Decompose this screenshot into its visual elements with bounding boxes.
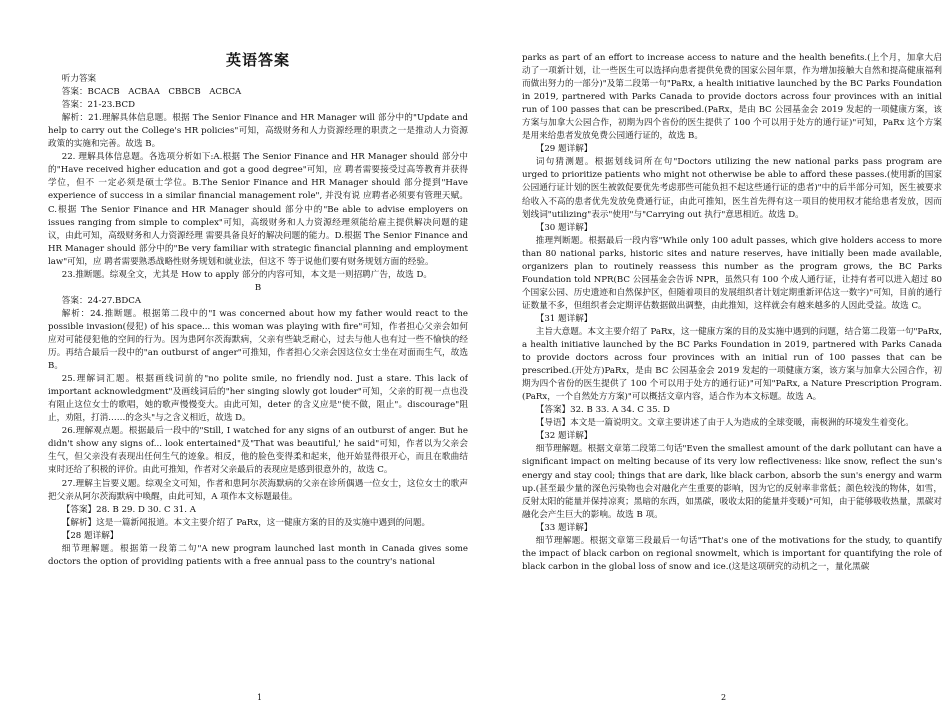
page-number-left: 1	[257, 693, 263, 702]
paragraph: 【28 题详解】	[61, 530, 119, 541]
paragraph: B	[254, 282, 262, 293]
paragraph: 【答案】28. B 29. D 30. C 31. A	[61, 504, 196, 515]
page-title: 英语答案	[225, 51, 290, 69]
paragraph: 解析：21.理解具体信息题。根据 The Senior Finance and HR Manager will 部分中的"Update and help to carry out the College's HR policies"可知，高级财务和人力资源经理的职责之一是推动人力资源政策的实施和完善。故选 B。	[48, 113, 468, 150]
paragraph: 【29 题详解】	[535, 144, 593, 155]
paragraph: 【导语】本文是一篇说明文。文章主要讲述了由于人为造成的全球变暖，南极洲的环境发生着变化。	[535, 418, 914, 429]
paragraph: 解析：24.推断题。根据第二段中的"I was concerned about how my father would react to the possible invasion(侵犯) of his space... this woman was playing with fire"可知，作者担心父亲会如何应对可能侵犯他的空间的行为。因为患阿尔茨海默病，父亲有些缺乏耐心，过去与他人也有过一些不愉快的经历。再结合最后一段中的"an outburst of anger"可推知，作者担心父亲会因这位女士坐在对面而生气，故选 B。	[48, 308, 468, 372]
paragraph: 【32 题详解】	[535, 431, 593, 442]
paragraph: 细节理解题。根据文章第三段最后一句话"That's one of the motivations for the study, to quantify the impact of black carbon on regional snowmelt, which is important for quantifying the role of black carbon in the global loss of snow and ice.(这是这项研究的动机之一，量化黑碳	[522, 535, 942, 572]
paragraph: 26.理解观点题。根据最后一段中的"Still, I watched for any signs of an outburst of anger. But he didn't show any signs of... look entertained"及"That was beautiful,' he said"可知，作者以为父亲会生气，但父亲没有表现出任何生气的迹象。相反，他的脸色变得柔和起来，他开始显得很开心，而且在歌曲结束时还给了积极的评价。由此可推知，作者对父亲最后的表现应是感到很意外的，故选 C。	[48, 426, 468, 476]
page-number-right: 2	[721, 693, 727, 702]
paragraph: 主旨大意题。本文主要介绍了 PaRx，这一健康方案的目的及实施中遇到的问题，结合第二段第一句"PaRx, a health initiative launched by the BC Parks Foundation in 2019, partnered with Parks Canada to provide doctors across four provinces with an initial run of 100 passes that can be prescribed.(开处方)PaRx，是由 BC 公园基金会 2019 发起的一项健康方案，该方案与加拿大公园合作，初期为四个省份的医生提供了 100 个可以用于处方的通行证)"可知"PaRx, a Nature Prescription Program.(PaRx，一个自然处方方案)"可以概括文章内容，适合作为本文标题。故选 A。	[522, 326, 942, 403]
paragraph: 【解析】这是一篇新闻报道。本文主要介绍了 PaRx，这一健康方案的目的及实施中遇到的问题。	[61, 517, 431, 528]
paragraph: 【30 题详解】	[535, 222, 593, 233]
paragraph: 听力答案	[61, 74, 97, 85]
paragraph: 23.推断题。综观全文，尤其是 How to apply 部分的内容可知，本文是一则招聘广告，故选 D。	[61, 269, 432, 280]
paragraph: parks as part of an effort to increase access to nature and the health benefits.(上个月，加拿大启动了一项新计划，让一些医生可以选择向患者提供免费的国家公园年票，作为增加接触大自然和提高健康福利而做出努力的一部分)"及第二段第一句"PaRx, a health initiative launched by the BC Parks Foundation in 2019, partnered with Parks Canada to provide doctors across four provinces with an initial run of 100 passes that can be prescribed.(PaRx，是由 BC 公园基金会 2019 发起的一项健康方案，该方案与加拿大公园合作，初期为四个省份的医生提供了 100 个可以用于处方的通行证)"可知，PaRx 这个方案是用来给患者发放免费公园通行证的，故选 B。	[522, 53, 942, 142]
paragraph: 27.理解主旨要义题。综观全文可知，作者和患阿尔茨海默病的父亲在诊所偶遇一位女士，这位女士的歌声把父亲从阿尔茨海默病中唤醒，由此可知，A 项作本文标题最佳。	[48, 478, 468, 502]
left-column	[48, 0, 468, 710]
right-column	[522, 0, 942, 710]
paragraph: 细节理解题。根据第一段第二句"A new program launched last month in Canada gives some doctors the option of providing patients with a free annual pass to the country's national	[48, 543, 468, 567]
paragraph: 词句猜测题。根据划线词所在句"Doctors utilizing the new national parks pass program are urged to prioritize patients who might not otherwise be able to afford these passes.(使用新的国家公园通行证计划的医生被敦促要优先考虑那些可能负担不起这些通行证的患者)"中的后半部分可知，医生被要求给收入不高的患者优先发放免费通行证，由此可推知，医生首先得有这一项目的使用权才能给患者发放，因而划线词"utilizing"表示"使用"与"Carrying out 执行"意思相近。故选 D。	[522, 157, 942, 220]
paragraph: 22. 理解具体信息题。各选项分析如下:A.根据 The Senior Finance and HR Manager should 部分中的"Have received higher education and got a good degree"可知，应 聘者需要接受过高等教育并获得学位，但不 一定必须是硕士学位。B.The Senior Finance and HR Manager should 部分提到"Have experience of success in a similar financial management role", 并没有说 应聘者必须要有管理天赋。C.根据 The Senior Finance and HR Manager should 部分中的"Be able to advise employers on issues ranging from simple to complex"可知，高级财务和人力资源经理须能给雇主提供解决问题的建议，由此可知，高级财务和人力资源经理 需要具备良好的解决问题的能力。D.根据 The Senior Finance and HR Manager should 部分中的"Be very familiar with strategic financial planning and employment law"可知，应 聘者需要熟悉战略性财务规划和就业法，但这不 等于说他们要有财务规划方面的经验。	[48, 152, 468, 267]
paragraph: 答案：21-23.BCD	[61, 100, 135, 111]
paragraph: 答案：BCACB ACBAA CBBCB ACBCA	[61, 87, 242, 98]
paragraph: 【答案】32. B 33. A 34. C 35. D	[535, 405, 670, 416]
paragraph: 【33 题详解】	[535, 522, 593, 533]
paragraph: 答案：24-27.BDCA	[61, 295, 142, 306]
paragraph: 推理判断题。根据最后一段内容"While only 100 adult passes, which give holders access to more than 80 national parks, historic sites and nature reserves, have initially been made available, organizers plan to routinely reassess this number as the program grows, the BC Parks Foundation told NPR(BC 公园基金会告诉 NPR，虽然只有 100 个成人通行证，让持有者可以进入超过 80 个国家公园、历史遗迹和自然保护区，但随着项目的发展组织者计划定期重新评估这一数字)"可知，目前的通行证数量不多，但组织者会定期评估数据做出调整，由此推知，这样就会有越来越多的人因此受益。故选 C。	[522, 235, 942, 311]
paragraph: 【31 题详解】	[535, 313, 593, 324]
paragraph: 25.理解词汇题。根据画线词前的"no polite smile, no friendly nod. Just a stare. This lack of important acknowledgment"及画线词后的"her singing slowly got louder"可知，父亲的盯视一点也没有阻止这位女士的歌唱，她的歌声慢慢变大。由此可知，deter 的含义应是"使不做，阻止"。discourage"阻止，劝阻，打消……的念头"与之含义相近，故选 D。	[48, 374, 468, 424]
paragraph: 细节理解题。根据文章第二段第二句话"Even the smallest amount of the dark pollutant can have a significant impact on melting because of its very low reflectiveness: like snow, reflect the sun's energy and stay cool; things that are dark, like black carbon, absorb the sun's energy and warm up.(甚至最少量的深色污染物也会对融化产生重要的影响，因为它的反射率非常低；颜色较浅的物体，如雪，反射太阳的能量并保持凉爽；黑暗的东西，如黑碳，吸收太阳的能量并变暖)"可知，由于能够吸收热量，黑碳对融化会产生巨大的影响。故选 B 项。	[522, 444, 942, 520]
